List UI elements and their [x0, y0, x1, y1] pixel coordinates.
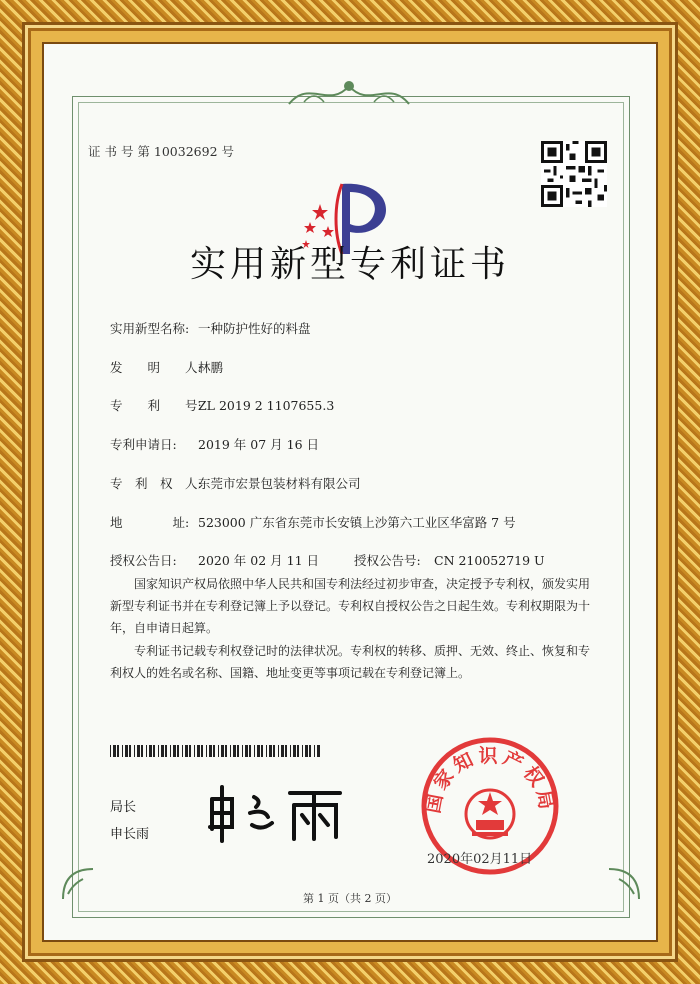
patent-number — [110, 396, 334, 414]
director-name: 申长雨 — [110, 827, 150, 842]
field-value: 一种防护性好的料盘 — [198, 321, 311, 336]
certificate-title: 实用新型专利证书 — [189, 244, 510, 285]
field-value: 林鹏 — [198, 360, 224, 375]
certificate-paper — [44, 44, 656, 940]
utility-model-name — [110, 319, 311, 337]
field-label: 发 明 人: — [110, 360, 202, 375]
paragraph-grant: 国家知识产权局依照中华人民共和国专利法经过初步审查，决定授予专利权，颁发实用新型专利证书并在专利登记簿上予以登记。专利权自授权公告之日起生效。专利权期限为十年，自申请日起算。 — [110, 577, 591, 635]
signature-icon — [202, 779, 352, 849]
field-value: 东莞市宏景包装材料有限公司 — [198, 476, 361, 491]
grant-number — [354, 551, 545, 569]
seal-text: 国家知识产权局 — [422, 745, 558, 815]
field-label: 地 址: — [110, 515, 190, 530]
director-title: 局长 — [110, 800, 137, 815]
qr-code-icon — [541, 141, 607, 207]
address — [110, 513, 516, 531]
field-value: ZL 2019 2 1107655.3 — [198, 398, 335, 413]
field-value: 523000 广东省东莞市长安镇上沙第六工业区华富路 7 号 — [198, 515, 516, 530]
field-value: 2019 年 07 月 16 日 — [198, 437, 319, 452]
barcode-icon — [110, 745, 320, 757]
top-ornament-icon — [284, 74, 414, 114]
patentee — [110, 474, 361, 492]
field-value: CN 210052719 U — [434, 553, 545, 568]
seal-date: 2020年02月11日 — [427, 852, 533, 867]
field-value: 2020 年 02 月 11 日 — [198, 553, 319, 568]
field-label: 授权公告日: — [110, 553, 177, 568]
inventor — [110, 358, 223, 376]
paragraph-legal-status: 专利证书记载专利权登记时的法律状况。专利权的转移、质押、无效、终止、恢复和专利权人的姓名或名称、国籍、地址变更等事项记载在专利登记簿上。 — [110, 644, 591, 680]
field-label: 实用新型名称: — [110, 321, 190, 336]
certificate-number: 证 书 号 第 10032692 号 — [88, 144, 234, 159]
field-label: 专 利 权 人: — [110, 476, 202, 491]
field-label: 专 利 号: — [110, 398, 202, 413]
field-label: 授权公告号: — [354, 553, 421, 568]
page-number: 第 1 页（共 2 页） — [303, 892, 397, 905]
filing-date — [110, 435, 319, 453]
grant-date — [110, 551, 319, 569]
field-label: 专利申请日: — [110, 437, 177, 452]
